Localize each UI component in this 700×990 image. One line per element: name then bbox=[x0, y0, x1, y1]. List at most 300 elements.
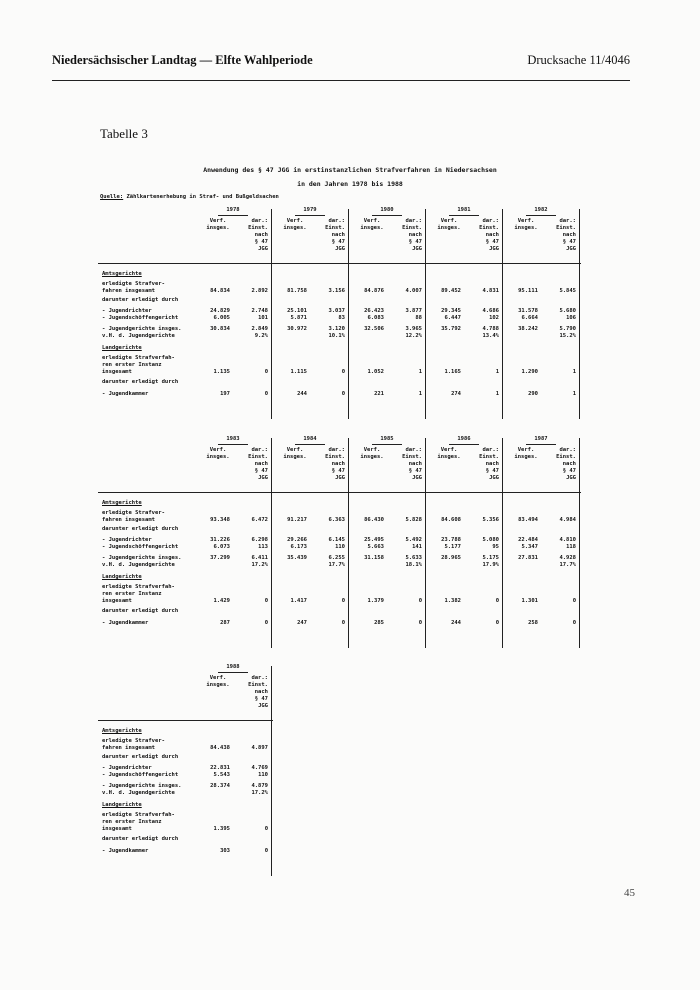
cell-einst: 113 bbox=[258, 544, 268, 550]
cell-verf: 30.972 bbox=[287, 326, 307, 332]
col-dar-line: § 47 bbox=[254, 696, 268, 702]
cell-einst: 6.298 bbox=[251, 537, 268, 543]
cell-verf: 6.447 bbox=[444, 315, 461, 321]
cell-verf: 23.788 bbox=[441, 537, 461, 543]
cell-einst: 5.175 bbox=[482, 555, 499, 561]
cell-einst: 1 bbox=[572, 391, 576, 397]
cell-einst: 0 bbox=[341, 598, 345, 604]
cell-percent: 17.7% bbox=[559, 562, 576, 568]
cell-einst: 0 bbox=[341, 391, 345, 397]
col-dar-line: Einst. bbox=[248, 454, 268, 460]
cell-percent: 17.9% bbox=[482, 562, 499, 568]
col-dar-line: JGG bbox=[412, 246, 422, 252]
cell-verf: 31.578 bbox=[518, 308, 538, 314]
cell-verf: 1.417 bbox=[290, 598, 307, 604]
row-label-erledigte_lg_2: ren erster Instanz bbox=[102, 819, 162, 825]
col-insges: insges. bbox=[206, 454, 230, 460]
cell-verf: 32.506 bbox=[364, 326, 384, 332]
cell-percent: 12.2% bbox=[405, 333, 422, 339]
cell-percent: 13.4% bbox=[482, 333, 499, 339]
cell-verf: 6.083 bbox=[367, 315, 384, 321]
cell-verf: 25.495 bbox=[364, 537, 384, 543]
cell-einst: 6.255 bbox=[328, 555, 345, 561]
cell-einst: 4.831 bbox=[482, 288, 499, 294]
col-dar-line: nach bbox=[408, 461, 422, 467]
col-dar-line: Einst. bbox=[479, 454, 499, 460]
row-label-erledigte_lg_2: ren erster Instanz bbox=[102, 591, 162, 597]
col-insges: insges. bbox=[437, 225, 461, 231]
cell-verf: 1.115 bbox=[290, 369, 307, 375]
year-underline bbox=[218, 444, 248, 445]
cell-verf: 1.429 bbox=[213, 598, 230, 604]
year-header: 1980 bbox=[380, 207, 394, 213]
year-underline bbox=[218, 672, 248, 673]
cell-verf: 247 bbox=[297, 620, 307, 626]
col-dar-line: JGG bbox=[489, 475, 499, 481]
col-dar-line: nach bbox=[254, 461, 268, 467]
col-dar-line: JGG bbox=[489, 246, 499, 252]
col-dar-line: dar.: bbox=[328, 447, 345, 453]
row-label-darunter: darunter erledigt durch bbox=[102, 754, 179, 760]
col-dar-line: nach bbox=[485, 232, 499, 238]
cell-verf: 5.871 bbox=[290, 315, 307, 321]
cell-verf: 84.876 bbox=[364, 288, 384, 294]
row-label-jugendschoeffen: - Jugendschöffengericht bbox=[102, 315, 179, 321]
row-label-jugendschoeffen: - Jugendschöffengericht bbox=[102, 772, 179, 778]
row-label-landgerichte: Landgerichte bbox=[102, 802, 142, 808]
col-dar-line: JGG bbox=[258, 703, 268, 709]
cell-verf: 28.965 bbox=[441, 555, 461, 561]
col-dar-line: JGG bbox=[566, 475, 576, 481]
cell-verf: 1.379 bbox=[367, 598, 384, 604]
row-label-jugendrichter: - Jugendrichter bbox=[102, 765, 152, 771]
cell-einst: 5.633 bbox=[405, 555, 422, 561]
cell-verf: 303 bbox=[220, 848, 230, 854]
col-dar-line: nach bbox=[408, 232, 422, 238]
cell-einst: 6.145 bbox=[328, 537, 345, 543]
col-verf: Verf. bbox=[209, 218, 227, 224]
row-label-erledigte_ag_2: fahren insgesamt bbox=[102, 288, 155, 294]
cell-einst: 1 bbox=[418, 369, 422, 375]
cell-verf: 5.177 bbox=[444, 544, 461, 550]
cell-einst: 4.928 bbox=[559, 555, 576, 561]
row-label-vh: v.H. d. Jugendgerichte bbox=[102, 562, 175, 568]
year-underline bbox=[526, 215, 556, 216]
cell-einst: 2.892 bbox=[251, 288, 268, 294]
cell-verf: 93.348 bbox=[210, 517, 230, 523]
row-label-vh: v.H. d. Jugendgerichte bbox=[102, 333, 175, 339]
cell-percent: 17.2% bbox=[251, 790, 268, 796]
cell-einst: 5.845 bbox=[559, 288, 576, 294]
row-label-erledigte_lg_3: insgesamt bbox=[102, 598, 132, 604]
source-text: Zählkartenerhebung in Straf- und Bußgeldsachen bbox=[126, 194, 279, 200]
col-dar-line: dar.: bbox=[559, 447, 576, 453]
cell-verf: 258 bbox=[528, 620, 538, 626]
cell-verf: 84.608 bbox=[441, 517, 461, 523]
col-insges: insges. bbox=[206, 225, 230, 231]
row-label-erledigte_lg_3: insgesamt bbox=[102, 826, 132, 832]
col-insges: insges. bbox=[514, 454, 538, 460]
col-verf: Verf. bbox=[363, 218, 381, 224]
cell-verf: 5.347 bbox=[521, 544, 538, 550]
cell-verf: 5.543 bbox=[213, 772, 230, 778]
row-label-darunter: darunter erledigt durch bbox=[102, 526, 179, 532]
col-insges: insges. bbox=[360, 454, 384, 460]
cell-verf: 197 bbox=[220, 391, 230, 397]
cell-verf: 6.664 bbox=[521, 315, 538, 321]
row-label-jugendkammer: - Jugendkammer bbox=[102, 391, 149, 397]
col-dar-line: nach bbox=[562, 232, 576, 238]
column-separator bbox=[579, 438, 580, 648]
col-insges: insges. bbox=[360, 225, 384, 231]
col-dar-line: § 47 bbox=[331, 468, 345, 474]
cell-verf: 89.452 bbox=[441, 288, 461, 294]
cell-verf: 86.430 bbox=[364, 517, 384, 523]
row-label-jugendgerichte: - Jugendgerichte insges. bbox=[102, 326, 182, 332]
year-underline bbox=[449, 215, 479, 216]
cell-einst: 5.680 bbox=[559, 308, 576, 314]
cell-einst: 4.879 bbox=[251, 783, 268, 789]
col-insges: insges. bbox=[206, 682, 230, 688]
col-dar-line: dar.: bbox=[405, 218, 422, 224]
row-label-darunter: darunter erledigt durch bbox=[102, 297, 179, 303]
cell-verf: 244 bbox=[297, 391, 307, 397]
col-dar-line: Einst. bbox=[325, 454, 345, 460]
col-dar-line: § 47 bbox=[254, 239, 268, 245]
row-label-amtsgerichte: Amtsgerichte bbox=[102, 271, 142, 277]
col-dar-line: § 47 bbox=[254, 468, 268, 474]
row-label-landgerichte: Landgerichte bbox=[102, 574, 142, 580]
col-dar-line: Einst. bbox=[325, 225, 345, 231]
col-verf: Verf. bbox=[286, 218, 304, 224]
cell-einst: 1 bbox=[495, 369, 499, 375]
cell-verf: 24.829 bbox=[210, 308, 230, 314]
cell-verf: 6.173 bbox=[290, 544, 307, 550]
cell-verf: 1.301 bbox=[521, 598, 538, 604]
row-label-jugendgerichte: - Jugendgerichte insges. bbox=[102, 783, 182, 789]
col-dar-line: nach bbox=[331, 232, 345, 238]
cell-verf: 6.005 bbox=[213, 315, 230, 321]
row-label-vh: v.H. d. Jugendgerichte bbox=[102, 790, 175, 796]
cell-verf: 35.792 bbox=[441, 326, 461, 332]
column-separator bbox=[271, 666, 272, 876]
year-header: 1985 bbox=[380, 436, 394, 442]
year-header: 1987 bbox=[534, 436, 548, 442]
source-note bbox=[100, 194, 279, 200]
col-dar-line: dar.: bbox=[251, 218, 268, 224]
cell-einst: 4.897 bbox=[251, 745, 268, 751]
col-dar-line: § 47 bbox=[485, 239, 499, 245]
year-underline bbox=[449, 444, 479, 445]
page-number: 45 bbox=[624, 887, 635, 899]
col-dar-line: § 47 bbox=[562, 239, 576, 245]
year-header: 1979 bbox=[303, 207, 317, 213]
row-label-erledigte_lg_1: erledigte Strafverfah- bbox=[102, 812, 175, 818]
cell-einst: 1 bbox=[418, 391, 422, 397]
cell-einst: 110 bbox=[258, 772, 268, 778]
col-verf: Verf. bbox=[440, 447, 458, 453]
cell-einst: 2.748 bbox=[251, 308, 268, 314]
col-verf: Verf. bbox=[440, 218, 458, 224]
col-dar-line: § 47 bbox=[408, 468, 422, 474]
cell-einst: 3.156 bbox=[328, 288, 345, 294]
cell-einst: 1 bbox=[495, 391, 499, 397]
col-dar-line: Einst. bbox=[479, 225, 499, 231]
cell-einst: 1 bbox=[572, 369, 576, 375]
cell-verf: 244 bbox=[451, 620, 461, 626]
cell-verf: 29.345 bbox=[441, 308, 461, 314]
col-verf: Verf. bbox=[363, 447, 381, 453]
col-dar-line: nach bbox=[485, 461, 499, 467]
row-label-erledigte_lg_1: erledigte Strafverfah- bbox=[102, 584, 175, 590]
cell-einst: 0 bbox=[495, 598, 499, 604]
cell-einst: 118 bbox=[566, 544, 576, 550]
col-dar-line: JGG bbox=[412, 475, 422, 481]
year-header: 1986 bbox=[457, 436, 471, 442]
col-verf: Verf. bbox=[517, 447, 535, 453]
cell-verf: 1.382 bbox=[444, 598, 461, 604]
col-dar-line: dar.: bbox=[405, 447, 422, 453]
col-dar-line: dar.: bbox=[482, 218, 499, 224]
cell-einst: 106 bbox=[566, 315, 576, 321]
col-dar-line: Einst. bbox=[248, 682, 268, 688]
cell-percent: 9.2% bbox=[254, 333, 268, 339]
year-header: 1984 bbox=[303, 436, 317, 442]
cell-einst: 0 bbox=[572, 598, 576, 604]
year-header: 1981 bbox=[457, 207, 471, 213]
cell-verf: 221 bbox=[374, 391, 384, 397]
cell-verf: 84.438 bbox=[210, 745, 230, 751]
year-underline bbox=[372, 215, 402, 216]
year-underline bbox=[295, 215, 325, 216]
col-dar-line: § 47 bbox=[331, 239, 345, 245]
col-dar-line: Einst. bbox=[402, 225, 422, 231]
cell-einst: 0 bbox=[264, 598, 268, 604]
cell-einst: 0 bbox=[418, 620, 422, 626]
row-label-erledigte_lg_1: erledigte Strafverfah- bbox=[102, 355, 175, 361]
cell-verf: 81.758 bbox=[287, 288, 307, 294]
row-label-erledigte_ag_1: erledigte Strafver- bbox=[102, 738, 165, 744]
row-label-jugendkammer: - Jugendkammer bbox=[102, 620, 149, 626]
source-label: Quelle: bbox=[100, 194, 124, 200]
cell-verf: 25.101 bbox=[287, 308, 307, 314]
cell-einst: 6.411 bbox=[251, 555, 268, 561]
cell-einst: 3.965 bbox=[405, 326, 422, 332]
col-verf: Verf. bbox=[517, 218, 535, 224]
table-title-line1: Anwendung des § 47 JGG in erstinstanzlichen Strafverfahren in Niedersachsen bbox=[203, 166, 497, 174]
cell-percent: 10.1% bbox=[328, 333, 345, 339]
cell-verf: 27.831 bbox=[518, 555, 538, 561]
cell-einst: 4.810 bbox=[559, 537, 576, 543]
cell-einst: 4.686 bbox=[482, 308, 499, 314]
col-dar-line: JGG bbox=[258, 475, 268, 481]
header-rule bbox=[98, 492, 581, 493]
col-dar-line: dar.: bbox=[559, 218, 576, 224]
row-label-erledigte_lg_2: ren erster Instanz bbox=[102, 362, 162, 368]
col-insges: insges. bbox=[514, 225, 538, 231]
row-label-erledigte_ag_1: erledigte Strafver- bbox=[102, 510, 165, 516]
cell-einst: 0 bbox=[264, 391, 268, 397]
year-underline bbox=[526, 444, 556, 445]
col-dar-line: nach bbox=[331, 461, 345, 467]
col-dar-line: JGG bbox=[335, 246, 345, 252]
col-dar-line: Einst. bbox=[248, 225, 268, 231]
col-dar-line: § 47 bbox=[408, 239, 422, 245]
table-label: Tabelle 3 bbox=[100, 126, 148, 141]
cell-verf: 91.217 bbox=[287, 517, 307, 523]
cell-einst: 0 bbox=[495, 620, 499, 626]
col-insges: insges. bbox=[437, 454, 461, 460]
cell-einst: 4.007 bbox=[405, 288, 422, 294]
year-underline bbox=[218, 215, 248, 216]
cell-einst: 95 bbox=[492, 544, 499, 550]
col-verf: Verf. bbox=[286, 447, 304, 453]
col-verf: Verf. bbox=[209, 447, 227, 453]
col-dar-line: nach bbox=[254, 689, 268, 695]
header-rule bbox=[52, 80, 630, 81]
cell-einst: 83 bbox=[338, 315, 345, 321]
row-label-jugendschoeffen: - Jugendschöffengericht bbox=[102, 544, 179, 550]
cell-verf: 274 bbox=[451, 391, 461, 397]
year-header: 1983 bbox=[226, 436, 240, 442]
row-label-jugendrichter: - Jugendrichter bbox=[102, 308, 152, 314]
cell-einst: 6.472 bbox=[251, 517, 268, 523]
col-verf: Verf. bbox=[209, 675, 227, 681]
cell-einst: 5.492 bbox=[405, 537, 422, 543]
cell-verf: 38.242 bbox=[518, 326, 538, 332]
cell-einst: 2.849 bbox=[251, 326, 268, 332]
cell-einst: 0 bbox=[418, 598, 422, 604]
cell-einst: 5.080 bbox=[482, 537, 499, 543]
row-label-amtsgerichte: Amtsgerichte bbox=[102, 500, 142, 506]
cell-einst: 6.363 bbox=[328, 517, 345, 523]
cell-einst: 3.120 bbox=[328, 326, 345, 332]
year-header: 1982 bbox=[534, 207, 548, 213]
cell-einst: 0 bbox=[264, 848, 268, 854]
cell-einst: 0 bbox=[264, 620, 268, 626]
row-label-erledigte_lg_3: insgesamt bbox=[102, 369, 132, 375]
col-dar-line: § 47 bbox=[485, 468, 499, 474]
cell-verf: 1.052 bbox=[367, 369, 384, 375]
row-label-darunter: darunter erledigt durch bbox=[102, 836, 179, 842]
cell-verf: 22.831 bbox=[210, 765, 230, 771]
cell-einst: 101 bbox=[258, 315, 268, 321]
cell-einst: 102 bbox=[489, 315, 499, 321]
col-dar-line: JGG bbox=[258, 246, 268, 252]
cell-verf: 29.266 bbox=[287, 537, 307, 543]
col-dar-line: JGG bbox=[566, 246, 576, 252]
year-header: 1978 bbox=[226, 207, 240, 213]
row-label-erledigte_ag_2: fahren insgesamt bbox=[102, 517, 155, 523]
cell-einst: 4.788 bbox=[482, 326, 499, 332]
cell-einst: 5.828 bbox=[405, 517, 422, 523]
cell-einst: 0 bbox=[264, 369, 268, 375]
row-label-erledigte_ag_2: fahren insgesamt bbox=[102, 745, 155, 751]
cell-einst: 4.984 bbox=[559, 517, 576, 523]
cell-verf: 31.226 bbox=[210, 537, 230, 543]
cell-einst: 5.790 bbox=[559, 326, 576, 332]
cell-verf: 28.374 bbox=[210, 783, 230, 789]
year-header: 1988 bbox=[226, 664, 240, 670]
row-label-amtsgerichte: Amtsgerichte bbox=[102, 728, 142, 734]
cell-verf: 285 bbox=[374, 620, 384, 626]
col-insges: insges. bbox=[283, 225, 307, 231]
cell-verf: 1.135 bbox=[213, 369, 230, 375]
cell-verf: 1.290 bbox=[521, 369, 538, 375]
col-dar-line: Einst. bbox=[556, 225, 576, 231]
cell-verf: 95.111 bbox=[518, 288, 538, 294]
cell-verf: 290 bbox=[528, 391, 538, 397]
cell-einst: 0 bbox=[572, 620, 576, 626]
cell-verf: 83.494 bbox=[518, 517, 538, 523]
cell-einst: 3.037 bbox=[328, 308, 345, 314]
cell-verf: 5.663 bbox=[367, 544, 384, 550]
cell-verf: 1.395 bbox=[213, 826, 230, 832]
row-label-darunter: darunter erledigt durch bbox=[102, 608, 179, 614]
year-underline bbox=[372, 444, 402, 445]
cell-percent: 18.1% bbox=[405, 562, 422, 568]
header-title: Niedersächsischer Landtag — Elfte Wahlperiode bbox=[52, 53, 313, 67]
cell-verf: 6.073 bbox=[213, 544, 230, 550]
cell-einst: 3.877 bbox=[405, 308, 422, 314]
col-dar-line: dar.: bbox=[251, 447, 268, 453]
cell-einst: 5.356 bbox=[482, 517, 499, 523]
column-separator bbox=[579, 209, 580, 419]
cell-einst: 0 bbox=[264, 826, 268, 832]
cell-verf: 287 bbox=[220, 620, 230, 626]
cell-verf: 22.484 bbox=[518, 537, 538, 543]
col-dar-line: dar.: bbox=[482, 447, 499, 453]
cell-verf: 35.439 bbox=[287, 555, 307, 561]
cell-einst: 0 bbox=[341, 620, 345, 626]
row-label-erledigte_ag_1: erledigte Strafver- bbox=[102, 281, 165, 287]
row-label-landgerichte: Landgerichte bbox=[102, 345, 142, 351]
col-dar-line: Einst. bbox=[402, 454, 422, 460]
row-label-jugendkammer: - Jugendkammer bbox=[102, 848, 149, 854]
cell-einst: 4.769 bbox=[251, 765, 268, 771]
col-dar-line: JGG bbox=[335, 475, 345, 481]
cell-verf: 1.165 bbox=[444, 369, 461, 375]
col-dar-line: § 47 bbox=[562, 468, 576, 474]
cell-verf: 84.834 bbox=[210, 288, 230, 294]
year-underline bbox=[295, 444, 325, 445]
cell-verf: 37.299 bbox=[210, 555, 230, 561]
cell-percent: 15.2% bbox=[559, 333, 576, 339]
row-label-jugendgerichte: - Jugendgerichte insges. bbox=[102, 555, 182, 561]
header-rule bbox=[98, 720, 273, 721]
cell-verf: 30.834 bbox=[210, 326, 230, 332]
header-rule bbox=[98, 263, 581, 264]
cell-einst: 88 bbox=[415, 315, 422, 321]
col-dar-line: dar.: bbox=[251, 675, 268, 681]
cell-einst: 110 bbox=[335, 544, 345, 550]
table-title-line2: in den Jahren 1978 bis 1988 bbox=[297, 180, 403, 188]
cell-percent: 17.7% bbox=[328, 562, 345, 568]
cell-percent: 17.2% bbox=[251, 562, 268, 568]
row-label-darunter: darunter erledigt durch bbox=[102, 379, 179, 385]
col-dar-line: dar.: bbox=[328, 218, 345, 224]
col-dar-line: nach bbox=[562, 461, 576, 467]
cell-einst: 141 bbox=[412, 544, 422, 550]
cell-verf: 26.423 bbox=[364, 308, 384, 314]
col-insges: insges. bbox=[283, 454, 307, 460]
cell-einst: 0 bbox=[341, 369, 345, 375]
row-label-jugendrichter: - Jugendrichter bbox=[102, 537, 152, 543]
col-dar-line: nach bbox=[254, 232, 268, 238]
col-dar-line: Einst. bbox=[556, 454, 576, 460]
document-number: Drucksache 11/4046 bbox=[527, 53, 630, 67]
cell-verf: 31.158 bbox=[364, 555, 384, 561]
